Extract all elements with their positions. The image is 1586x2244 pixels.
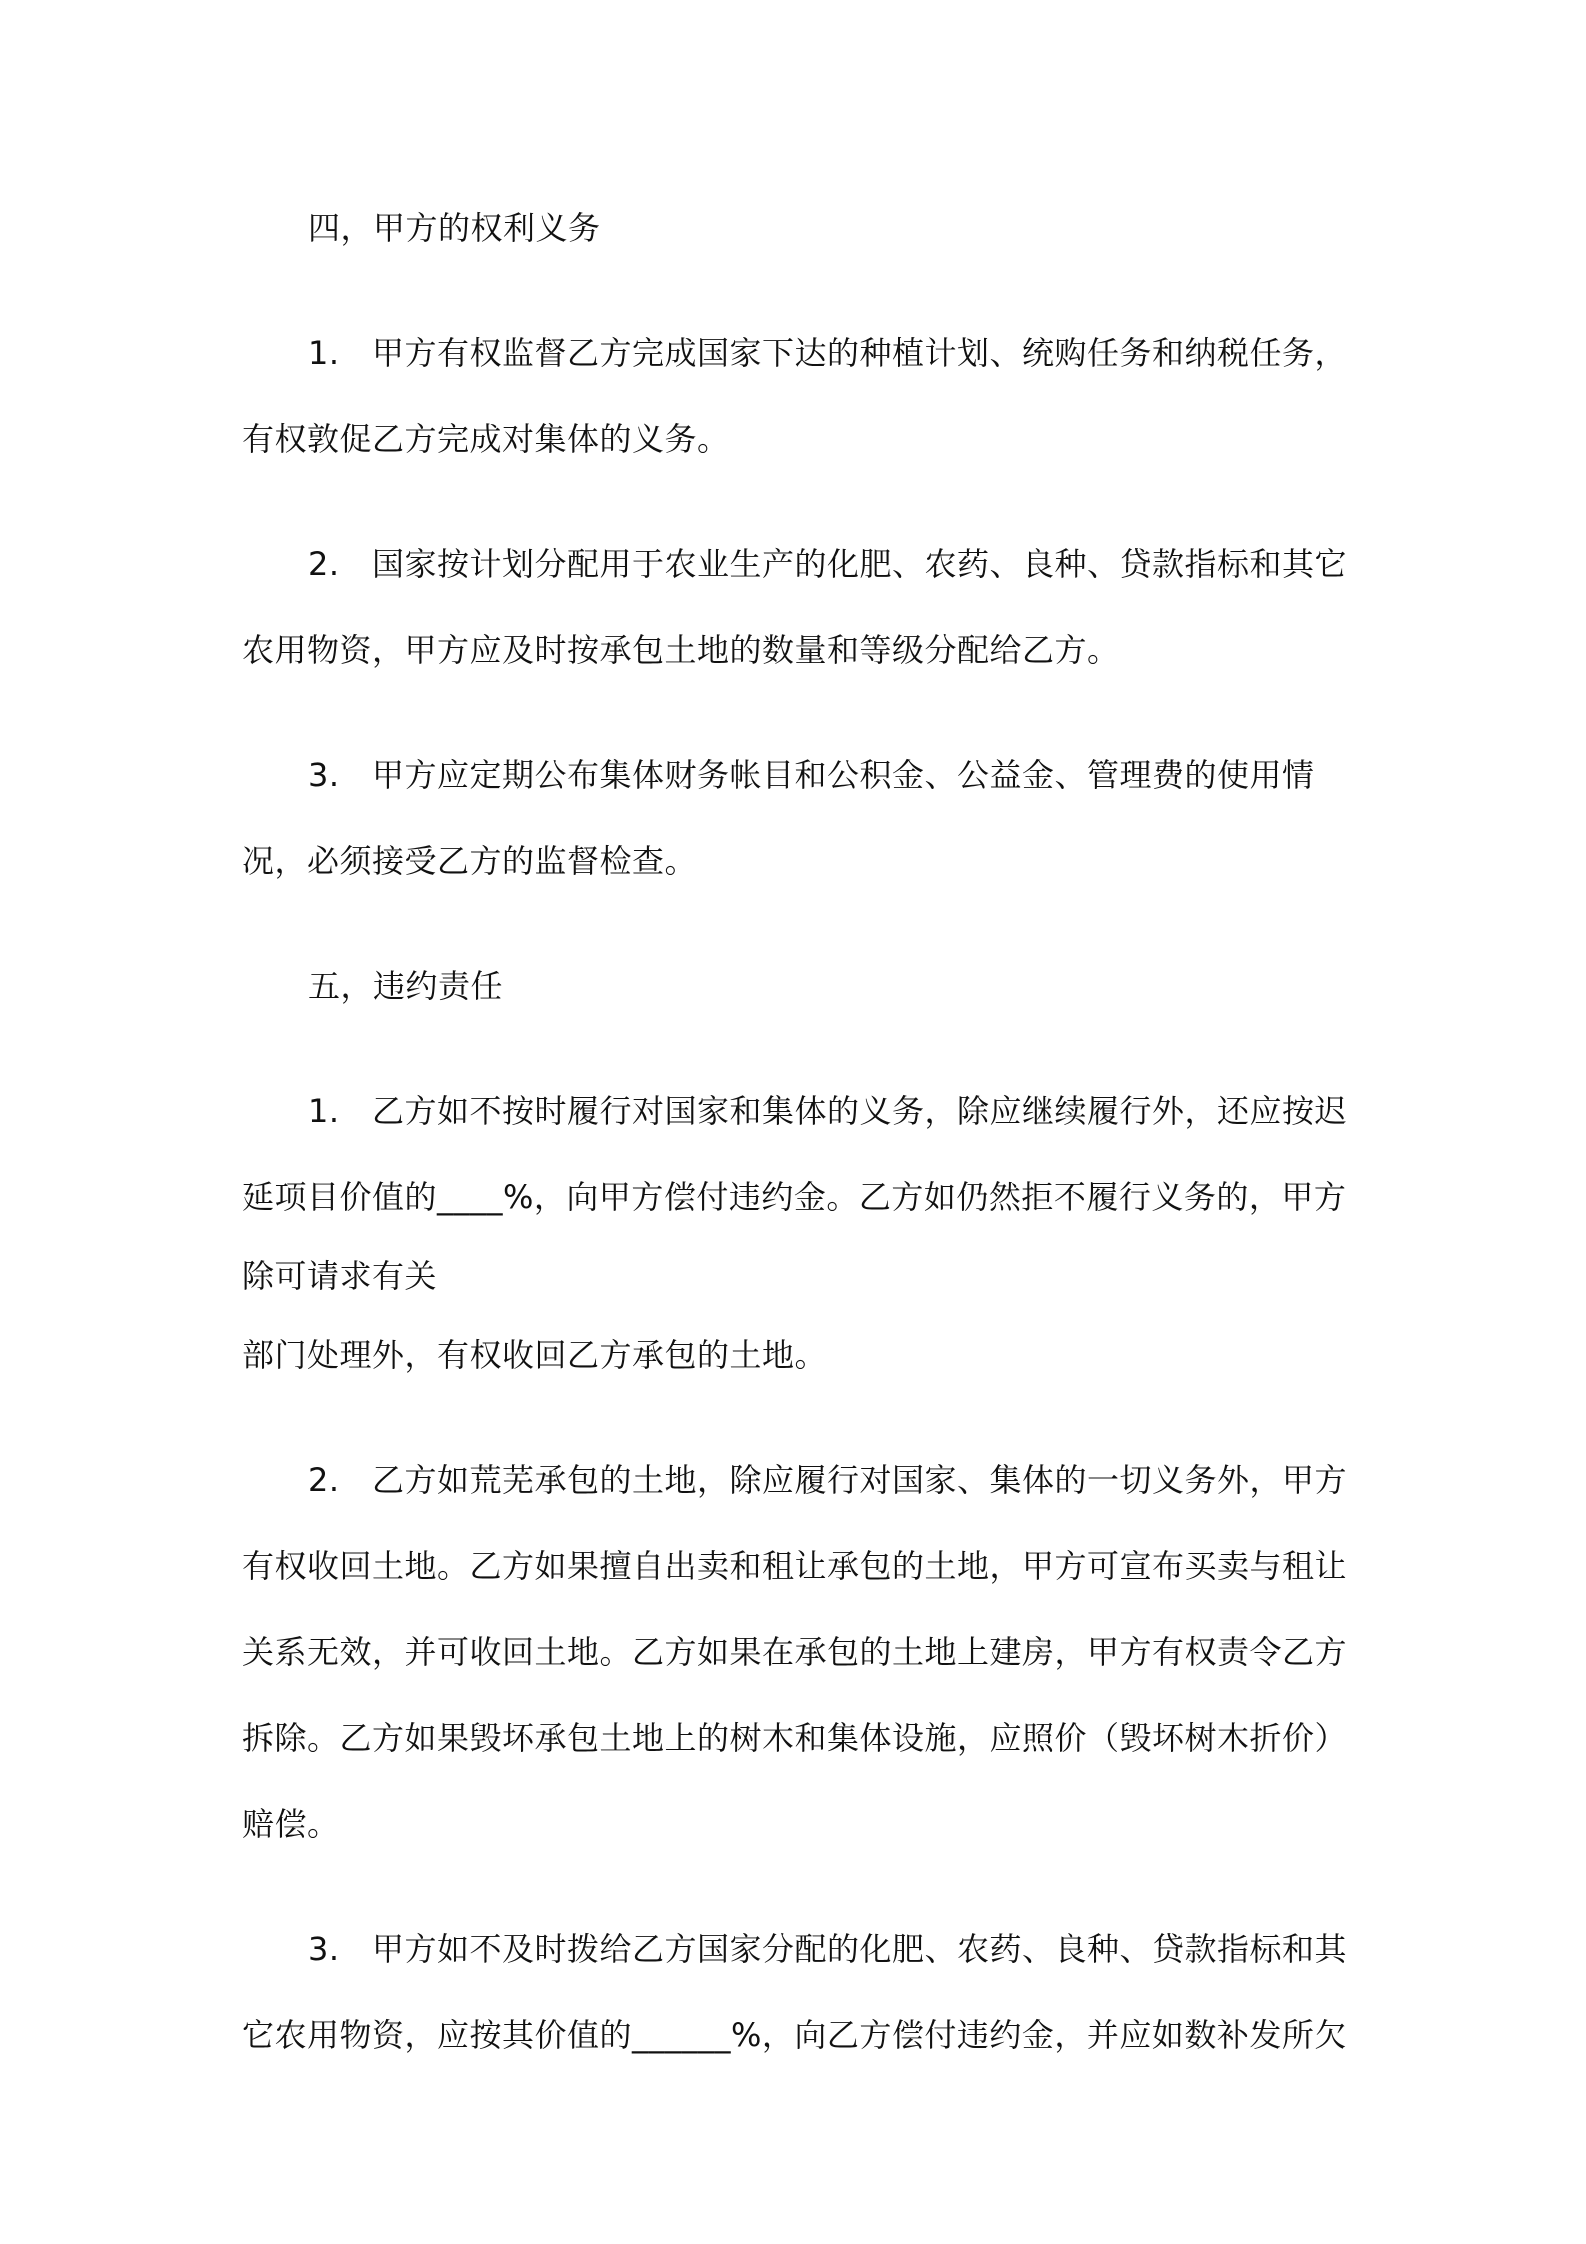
section-5-item-1-line-3: 除可请求有关 <box>242 1257 438 1295</box>
item-number: 1. <box>308 1092 340 1130</box>
item-number: 2. <box>308 1461 340 1499</box>
item-text: 甲方有权监督乙方完成国家下达的种植计划、统购任务和纳税任务， <box>372 334 1348 372</box>
item-number: 2. <box>308 545 340 583</box>
section-4-item-2-line-1 <box>308 544 1347 584</box>
section-5-item-2-line-3: 关系无效，并可收回土地。乙方如果在承包的土地上建房，甲方有权责令乙方 <box>242 1633 1348 1671</box>
item-number: 3. <box>308 756 340 794</box>
section-5-item-3-line-2: 它农用物资，应按其价值的______%，向乙方偿付违约金，并应如数补发所欠 <box>242 2016 1347 2054</box>
item-text: 甲方应定期公布集体财务帐目和公积金、公益金、管理费的使用情 <box>372 756 1315 794</box>
section-5-item-2-line-2: 有权收回土地。乙方如果擅自出卖和租让承包的土地，甲方可宣布买卖与租让 <box>242 1547 1348 1585</box>
section-5-item-2-line-5: 赔偿。 <box>242 1805 340 1843</box>
item-number: 1. <box>308 334 340 372</box>
item-number: 3. <box>308 1930 340 1968</box>
section-5-item-1-line-2: 延项目价值的____%，向甲方偿付违约金。乙方如仍然拒不履行义务的，甲方 <box>242 1178 1347 1216</box>
section-5-item-2-line-4: 拆除。乙方如果毁坏承包土地上的树木和集体设施，应照价（毁坏树木折价） <box>242 1719 1348 1757</box>
section-5-heading: 五，违约责任 <box>308 967 504 1005</box>
section-4-heading: 四，甲方的权利义务 <box>308 209 601 247</box>
item-text: 国家按计划分配用于农业生产的化肥、农药、良种、贷款指标和其它 <box>372 545 1348 583</box>
section-4-item-1-line-2: 有权敦促乙方完成对集体的义务。 <box>242 420 730 458</box>
section-4-item-2-line-2: 农用物资，甲方应及时按承包土地的数量和等级分配给乙方。 <box>242 631 1120 669</box>
item-text: 乙方如荒芜承包的土地，除应履行对国家、集体的一切义务外，甲方 <box>372 1461 1348 1499</box>
item-text: 乙方如不按时履行对国家和集体的义务，除应继续履行外，还应按迟 <box>372 1092 1348 1130</box>
section-4-item-3-line-1 <box>308 755 1315 795</box>
section-4-item-3-line-2: 况，必须接受乙方的监督检查。 <box>242 842 698 880</box>
section-5-item-3-line-1 <box>308 1929 1347 1969</box>
section-4-item-1-line-1 <box>308 333 1347 373</box>
section-5-item-2-line-1 <box>308 1460 1347 1500</box>
section-5-item-1-line-4: 部门处理外，有权收回乙方承包的土地。 <box>242 1336 828 1374</box>
item-text: 甲方如不及时拨给乙方国家分配的化肥、农药、良种、贷款指标和其 <box>372 1930 1348 1968</box>
section-5-item-1-line-1 <box>308 1091 1347 1131</box>
